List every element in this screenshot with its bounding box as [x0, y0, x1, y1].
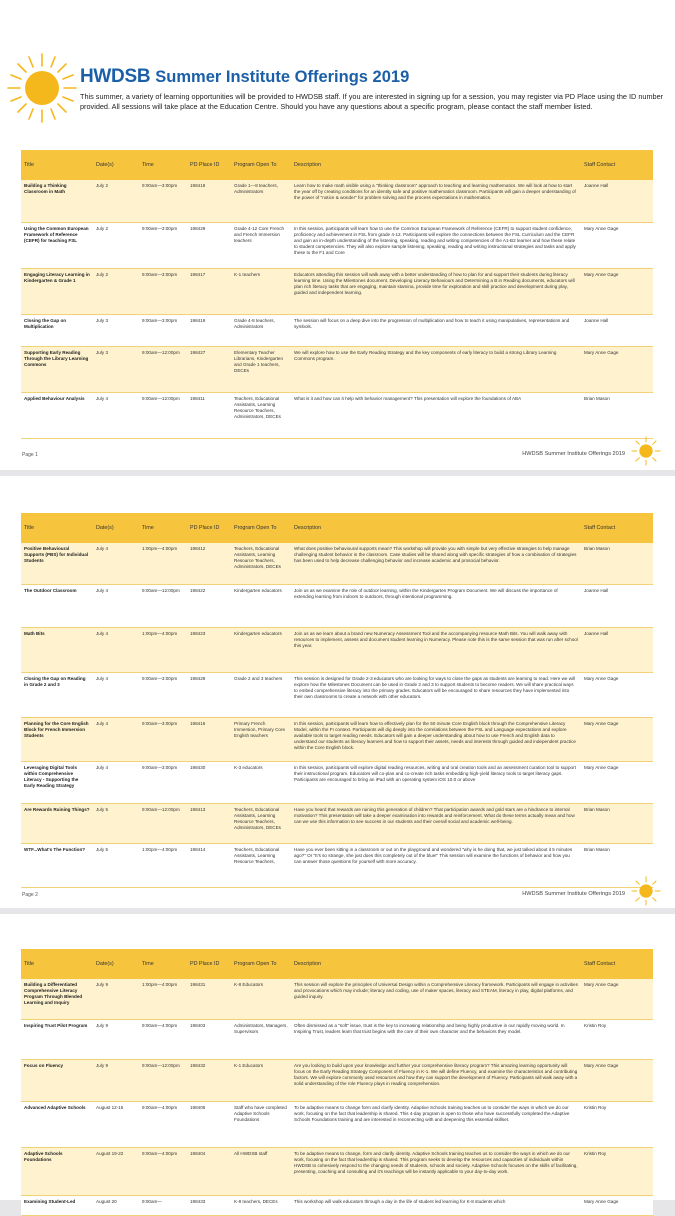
- description-cell: Are you looking to build upon your knowledge and further your comprehensive literacy program? This amazing learning opportunity will focus on the Early Reading Strategy Component of Fluency in K-1. We will define Fluency, and examine the characteristics and contributing factors. We will explore commonly used resources and how they can support the development of Fluency. Participants will walk away with a solid understanding of the role Fluency plays in reading comprehension.: [291, 1059, 581, 1101]
- program-open-to-cell: K-1 teachers: [231, 268, 291, 314]
- description-cell: Educators attending this session will walk away with a better understanding of how to plan for and support their students during literacy learning time. Using the Milestones document, Developing Literacy Behaviours and Determining a B in Reading documents, educators will plan rich literacy tasks that are engaging, maintain stamina, provide time for exploration and skill practice and development during play, guided and independent learning.: [291, 268, 581, 314]
- title-cell: Building a Thinking Classroom in Math: [21, 180, 93, 222]
- pd-place-id-cell: 198422: [187, 584, 231, 627]
- table-row: [21, 717, 653, 761]
- time-cell: 9:00am—3:00pm: [139, 180, 187, 222]
- program-open-to-cell: Grade 4-12 Core French and French Immersion teachers: [231, 222, 291, 268]
- time-cell: 9:00am—12:00pm: [139, 584, 187, 627]
- offerings-table-page-2: [21, 513, 653, 888]
- date-cell: July 9: [93, 1059, 139, 1101]
- staff-contact-cell: Joanne Hall: [581, 180, 653, 222]
- description-cell: In this session, participants will learn how to effectively plan for the 50 minute Core English block through the Comprehensive Literacy Model, within the FI context. Participants will dig deeply into the correlations between the FSL and Language expectations and explore available tools to target reading needs. Educators will gain a deeper understanding about how to use French and English data to understand our students as literacy learners and how to support their assets, needs and interests through guided and independent practice within the Core English block.: [291, 717, 581, 761]
- date-cell: July 4: [93, 584, 139, 627]
- staff-contact-cell: Mary Anne Gage: [581, 672, 653, 717]
- staff-contact-cell: Mary Anne Gage: [581, 979, 653, 1019]
- title-cell: Supporting Early Reading Through the Library Learning Commons: [21, 346, 93, 392]
- table-row: [21, 627, 653, 672]
- pd-place-id-cell: 198423: [187, 627, 231, 672]
- document-page-3: [0, 914, 675, 1204]
- description-cell: What does positive behavioural supports mean? This workshop will provide you with simple but very effective strategies to help manage challenging student behavior in the classroom. Case studies will be shared along with specific strategies of how a combination of strategies has been used to help decrease challenging behavior and increase academic and prosocial behavior.: [291, 543, 581, 584]
- staff-contact-cell: Brian Mason: [581, 543, 653, 584]
- date-cell: August 20: [93, 1195, 139, 1215]
- date-cell: August 12-15: [93, 1101, 139, 1147]
- time-cell: 9:00am—12:00pm: [139, 346, 187, 392]
- title-cell: Applied Behaviour Analysis: [21, 392, 93, 438]
- column-header-contact: Staff Contact: [581, 949, 653, 979]
- program-open-to-cell: Elementary Teacher Librarians, Kindergarten and Grade 1 teachers, DECEs: [231, 346, 291, 392]
- program-open-to-cell: Grade 4-8 teachers, Administrators: [231, 314, 291, 346]
- program-open-to-cell: K-8 teachers, DECEs: [231, 1195, 291, 1215]
- date-cell: July 2: [93, 268, 139, 314]
- title-cell: Building a Differentiated Comprehensive Literacy Program Through Blended Learning and Inquiry: [21, 979, 93, 1019]
- staff-contact-cell: Kristin Roy: [581, 1101, 653, 1147]
- offerings-table-page-1: [21, 150, 653, 439]
- staff-contact-cell: Kristin Roy: [581, 1147, 653, 1195]
- date-cell: July 9: [93, 1019, 139, 1059]
- time-cell: 9:00am—3:00pm: [139, 222, 187, 268]
- page-number: Page 2: [22, 892, 38, 898]
- pd-place-id-cell: 198405: [187, 1101, 231, 1147]
- program-open-to-cell: K-8 Educators: [231, 979, 291, 1019]
- column-header-date: Date(s): [93, 949, 139, 979]
- document-page-2: [0, 476, 675, 908]
- footer-title: HWDSB Summer Institute Offerings 2019: [522, 451, 625, 457]
- description-cell: Have you heard that rewards are ruining this generation of children? That participation awards and gold stars are a hindrance to internal motivation? This presentation will take a deeper examination into rewards and reinforcement. What do these terms actually mean and how can we use this information to see success in our students and their overall social and academic well-being.: [291, 803, 581, 843]
- column-header-time: Time: [139, 150, 187, 180]
- title-cell: Leveraging Digital Tools within Comprehensive Literacy - Supporting the Early Reading Strategy: [21, 761, 93, 803]
- title-cell: Engaging Literacy Learning in Kindergarten & Grade 1: [21, 268, 93, 314]
- column-header-description: Description: [291, 150, 581, 180]
- footer-sun-icon: [631, 436, 661, 466]
- description-cell: Have you ever been sitting in a classroom or out on the playground and wondered "why is he doing that, we just talked about it 5 minutes ago?" Or "It's so strange, she just does this completely out of the blue!" This session will examine the functions of behavior and how you can answer those questions for yourself with more accuracy.: [291, 843, 581, 887]
- intro-paragraph: This summer, a variety of learning opportunities will be provided to HWDSB staff. If you are interested in signing up for a session, you may register via PD Place using the ID number provided. All sessions will take place at the Education Centre. Should you have any questions about a specific program, please contact the staff member listed.: [80, 92, 664, 111]
- footer-title: HWDSB Summer Institute Offerings 2019: [522, 891, 625, 897]
- pd-place-id-cell: 198432: [187, 1059, 231, 1101]
- column-header-open-to: Program Open To: [231, 150, 291, 180]
- program-open-to-cell: Kindergarten educators: [231, 627, 291, 672]
- title-text: Summer Institute Offerings 2019: [155, 68, 410, 86]
- title-cell: Are Rewards Ruining Things?: [21, 803, 93, 843]
- pd-place-id-cell: 198418: [187, 180, 231, 222]
- column-header-title: Title: [21, 949, 93, 979]
- description-cell: This workshop will walk educators through a day in the life of student led learning for K-8 students which: [291, 1195, 581, 1215]
- pd-place-id-cell: 198429: [187, 222, 231, 268]
- staff-contact-cell: Mary Anne Gage: [581, 761, 653, 803]
- staff-contact-cell: Brian Mason: [581, 843, 653, 887]
- date-cell: July 9: [93, 979, 139, 1019]
- column-header-contact: Staff Contact: [581, 513, 653, 543]
- description-cell: This session is designed for Grade 2-3 educators who are looking for ways to close the gaps as students are learning to read. Here we will explore how the Milestones Document can be used in Grade 2 and 3 to support students to become readers. We will share practical ways to embed comprehensive literacy into the primary grades. Educators will be encouraged to share resources they have implemented into their own classrooms to create a network with other educators.: [291, 672, 581, 717]
- time-cell: 9:00am—4:00pm: [139, 1147, 187, 1195]
- program-open-to-cell: Grade 2 and 3 teachers: [231, 672, 291, 717]
- description-cell: Learn how to make math visible using a "thinking classroom" approach to teaching and learning mathematics. We will look at how to start the year off by creating conditions for an identity safe and positive mathematics classroom. Participants will gain a deeper understanding of the power of "notice & wonder" for problem solving and the process expectations in mathematics.: [291, 180, 581, 222]
- table-row: [21, 1059, 653, 1101]
- column-header-contact: Staff Contact: [581, 150, 653, 180]
- column-header-title: Title: [21, 150, 93, 180]
- title-cell: Focus on Fluency: [21, 1059, 93, 1101]
- program-open-to-cell: Grade 1—8 teachers, Administrators: [231, 180, 291, 222]
- program-open-to-cell: Teachers, Educational Assistants, Learning Resource Teachers, Administrators, DECEs: [231, 803, 291, 843]
- column-header-time: Time: [139, 949, 187, 979]
- pd-place-id-cell: 198427: [187, 346, 231, 392]
- date-cell: July 4: [93, 543, 139, 584]
- description-cell: We will explore how to use the Early Reading Strategy and the key components of early literacy to build a strong Library Learning Commons program.: [291, 346, 581, 392]
- column-header-id: PD Place ID: [187, 150, 231, 180]
- table-row: [21, 346, 653, 392]
- table-row: [21, 761, 653, 803]
- staff-contact-cell: Mary Anne Gage: [581, 1059, 653, 1101]
- table-row: [21, 1019, 653, 1059]
- description-cell: In this session, participants will learn how to use the Common European Framework of Reference (CEFR) to support student confidence, proficiency and achievement in FSL from grade 4-12. Participants will explore the connections between the FSL Curriculum and the CEFR and gain an in-depth understanding of the listening, speaking, reading and writing competencies of the A1-B2 learner and how these relate to student competencies. They will also explore sample listening, speaking, reading and writing instructional strategies and tasks and apply these to the F1 and Core: [291, 222, 581, 268]
- description-cell: Often dismissed as a "soft" issue, trust is the key to increasing relationship and being highly productive in our rapidly moving world. In Inspiring Trust, leaders learn that trust begins with the core of their own character and the behaviors they model.: [291, 1019, 581, 1059]
- pd-place-id-cell: 198428: [187, 672, 231, 717]
- pd-place-id-cell: 198416: [187, 717, 231, 761]
- title-cell: The Outdoor Classroom: [21, 584, 93, 627]
- time-cell: 9:00am—3:00pm: [139, 761, 187, 803]
- date-cell: July 5: [93, 803, 139, 843]
- description-cell: Join us as we examine the role of outdoor learning, within the Kindergarten Program Document. We will discuss the importance of extending learning from indoors to outdoors, through intentional programming.: [291, 584, 581, 627]
- column-header-description: Description: [291, 513, 581, 543]
- date-cell: July 4: [93, 392, 139, 438]
- footer-sun-icon: [631, 876, 661, 906]
- staff-contact-cell: Brian Mason: [581, 392, 653, 438]
- time-cell: 1:00pm—4:00pm: [139, 979, 187, 1019]
- time-cell: 9:00am—: [139, 1195, 187, 1215]
- staff-contact-cell: Mary Anne Gage: [581, 346, 653, 392]
- time-cell: 9:00am—3:00pm: [139, 717, 187, 761]
- program-open-to-cell: Teachers, Educational Assistants, Learning Resource Teachers,: [231, 843, 291, 887]
- table-header-row: [21, 949, 653, 979]
- table-row: [21, 268, 653, 314]
- staff-contact-cell: Mary Anne Gage: [581, 717, 653, 761]
- program-open-to-cell: K-3 educators: [231, 761, 291, 803]
- table-row: [21, 1101, 653, 1147]
- table-row: [21, 843, 653, 887]
- time-cell: 9:00am—3:00pm: [139, 268, 187, 314]
- time-cell: 9:00am—4:00pm: [139, 1101, 187, 1147]
- pd-place-id-cell: 198433: [187, 1195, 231, 1215]
- date-cell: July 4: [93, 672, 139, 717]
- column-header-date: Date(s): [93, 150, 139, 180]
- brand-name: HWDSB: [80, 66, 151, 87]
- description-cell: Join us as we learn about a brand new Numeracy Assessment Tool and the accompanying resource Math Bits. You will walk away with resources to implement, assess and document student learning in Numeracy. Please note this is the same session that was run after school this year.: [291, 627, 581, 672]
- description-cell: In this session, participants will explore digital reading resources, writing and oral creation tools and an assessment curation tool to support their instructional program. Educators will co-plan and co-create rich tasks embedding high-yield literacy tools to target literacy gaps. Participants are encouraged to bring an iPad with an operating system iOS 10.0 or above: [291, 761, 581, 803]
- pd-place-id-cell: 198413: [187, 803, 231, 843]
- document-title: [80, 66, 409, 88]
- table-row: [21, 180, 653, 222]
- pd-place-id-cell: 198417: [187, 268, 231, 314]
- table-header-row: [21, 150, 653, 180]
- staff-contact-cell: Brian Mason: [581, 803, 653, 843]
- program-open-to-cell: Primary French Immersion, Primary Core English teachers: [231, 717, 291, 761]
- column-header-time: Time: [139, 513, 187, 543]
- program-open-to-cell: Administrators, Managers, Supervisors: [231, 1019, 291, 1059]
- staff-contact-cell: Mary Anne Gage: [581, 222, 653, 268]
- page-number: Page 1: [22, 452, 38, 458]
- time-cell: 9:00am—12:00pm: [139, 392, 187, 438]
- date-cell: July 2: [93, 180, 139, 222]
- title-cell: Closing the Gap on Reading in Grade 2 and 3: [21, 672, 93, 717]
- table-row: [21, 543, 653, 584]
- program-open-to-cell: Teachers, Educational Assistants, Learning Resource Teachers, Administrators, DECEs: [231, 543, 291, 584]
- table-row: [21, 1195, 653, 1215]
- title-cell: Positive Behavioural Supports (PBS) for Individual Students: [21, 543, 93, 584]
- pd-place-id-cell: 198412: [187, 543, 231, 584]
- time-cell: 9:00am—3:00pm: [139, 314, 187, 346]
- description-cell: To be adaptive means to change, form and clarify identity. Adaptive Schools training teaches us to consider the ways in which we do our work, focusing on the fact that leadership is shared. This program seeks to develop the resources and capacities of individuals within HWDSB to cohesively respond to the changing needs of students, schools and society. Adaptive Schools focuses on the skills of facilitating, presenting, coaching and consulting and it's teachings will be instantly applicable to your day-to-day work.: [291, 1147, 581, 1195]
- date-cell: August 19-22: [93, 1147, 139, 1195]
- table-row: [21, 1147, 653, 1195]
- title-cell: Examining Student-Led: [21, 1195, 93, 1215]
- pd-place-id-cell: 198404: [187, 1147, 231, 1195]
- pd-place-id-cell: 198431: [187, 979, 231, 1019]
- program-open-to-cell: All HWDSB staff: [231, 1147, 291, 1195]
- staff-contact-cell: Joanne Hall: [581, 314, 653, 346]
- time-cell: 1:00pm—4:00pm: [139, 543, 187, 584]
- staff-contact-cell: Joanne Hall: [581, 584, 653, 627]
- title-cell: Using the Common European Framework of Reference (CEFR) for teaching FSL: [21, 222, 93, 268]
- title-cell: Closing the Gap on Multiplication: [21, 314, 93, 346]
- pd-place-id-cell: 198430: [187, 761, 231, 803]
- staff-contact-cell: Mary Anne Gage: [581, 1195, 653, 1215]
- document-header: [0, 0, 675, 142]
- staff-contact-cell: Joanne Hall: [581, 627, 653, 672]
- document-page-1: [0, 0, 675, 470]
- date-cell: July 4: [93, 717, 139, 761]
- program-open-to-cell: Teachers, Educational Assistants, Learning Resource Teachers, Administrators, DECEs: [231, 392, 291, 438]
- title-cell: Inspiring Trust Pilot Program: [21, 1019, 93, 1059]
- title-cell: WTF...What's The Function?: [21, 843, 93, 887]
- time-cell: 1:00pm—4:00pm: [139, 627, 187, 672]
- title-cell: Math Bits: [21, 627, 93, 672]
- date-cell: July 2: [93, 222, 139, 268]
- column-header-open-to: Program Open To: [231, 513, 291, 543]
- table-header-row: [21, 513, 653, 543]
- table-row: [21, 672, 653, 717]
- date-cell: July 5: [93, 843, 139, 887]
- date-cell: July 4: [93, 761, 139, 803]
- column-header-id: PD Place ID: [187, 513, 231, 543]
- description-cell: To be adaptive means to change form and clarify identity. Adaptive Schools training teaches us to consider the ways in which we do our work, focusing on the fact that leadership is shared. This 4-day program is open to those who have successfully completed the Adaptive Schools Foundations training and are interested in reconnecting with and deepening this essential skillset.: [291, 1101, 581, 1147]
- table-row: [21, 314, 653, 346]
- table-row: [21, 584, 653, 627]
- description-cell: What is it and how can it help with behavior management? This presentation will explore the foundations of ABA: [291, 392, 581, 438]
- sun-logo-icon: [6, 52, 78, 124]
- time-cell: 1:00pm—4:00pm: [139, 843, 187, 887]
- column-header-description: Description: [291, 949, 581, 979]
- time-cell: 9:00am—3:00pm: [139, 672, 187, 717]
- column-header-open-to: Program Open To: [231, 949, 291, 979]
- staff-contact-cell: Mary Anne Gage: [581, 268, 653, 314]
- title-cell: Advanced Adaptive Schools: [21, 1101, 93, 1147]
- column-header-title: Title: [21, 513, 93, 543]
- column-header-id: PD Place ID: [187, 949, 231, 979]
- column-header-date: Date(s): [93, 513, 139, 543]
- program-open-to-cell: Kindergarten educators: [231, 584, 291, 627]
- pd-place-id-cell: 198419: [187, 314, 231, 346]
- description-cell: The session will focus on a deep dive into the progression of multiplication and how to teach it using manipulatives, representations and symbols.: [291, 314, 581, 346]
- description-cell: This session will explore the principles of Universal Design within a Comprehensive Literacy framework. Participants will engage in activities and provocations which may include; literacy and coding, use of maker spaces, literacy and STEAM, literacy in play, digital platforms, and guided inquiry.: [291, 979, 581, 1019]
- table-row: [21, 222, 653, 268]
- date-cell: July 3: [93, 346, 139, 392]
- staff-contact-cell: Kristin Roy: [581, 1019, 653, 1059]
- program-open-to-cell: Staff who have completed Adaptive Schools Foundations: [231, 1101, 291, 1147]
- pd-place-id-cell: 198403: [187, 1019, 231, 1059]
- time-cell: 9:00am—4:00pm: [139, 1019, 187, 1059]
- pd-place-id-cell: 198411: [187, 392, 231, 438]
- offerings-table-page-3: [21, 949, 653, 1216]
- table-row: [21, 803, 653, 843]
- title-cell: Adaptive Schools Foundations: [21, 1147, 93, 1195]
- pd-place-id-cell: 198414: [187, 843, 231, 887]
- table-row: [21, 392, 653, 438]
- date-cell: July 4: [93, 627, 139, 672]
- time-cell: 9:00am—12:00pm: [139, 1059, 187, 1101]
- table-row: [21, 979, 653, 1019]
- date-cell: July 3: [93, 314, 139, 346]
- program-open-to-cell: K-1 Educators: [231, 1059, 291, 1101]
- time-cell: 9:00am—12:00pm: [139, 803, 187, 843]
- title-cell: Planning for the Core English Block for French Immersion Students: [21, 717, 93, 761]
